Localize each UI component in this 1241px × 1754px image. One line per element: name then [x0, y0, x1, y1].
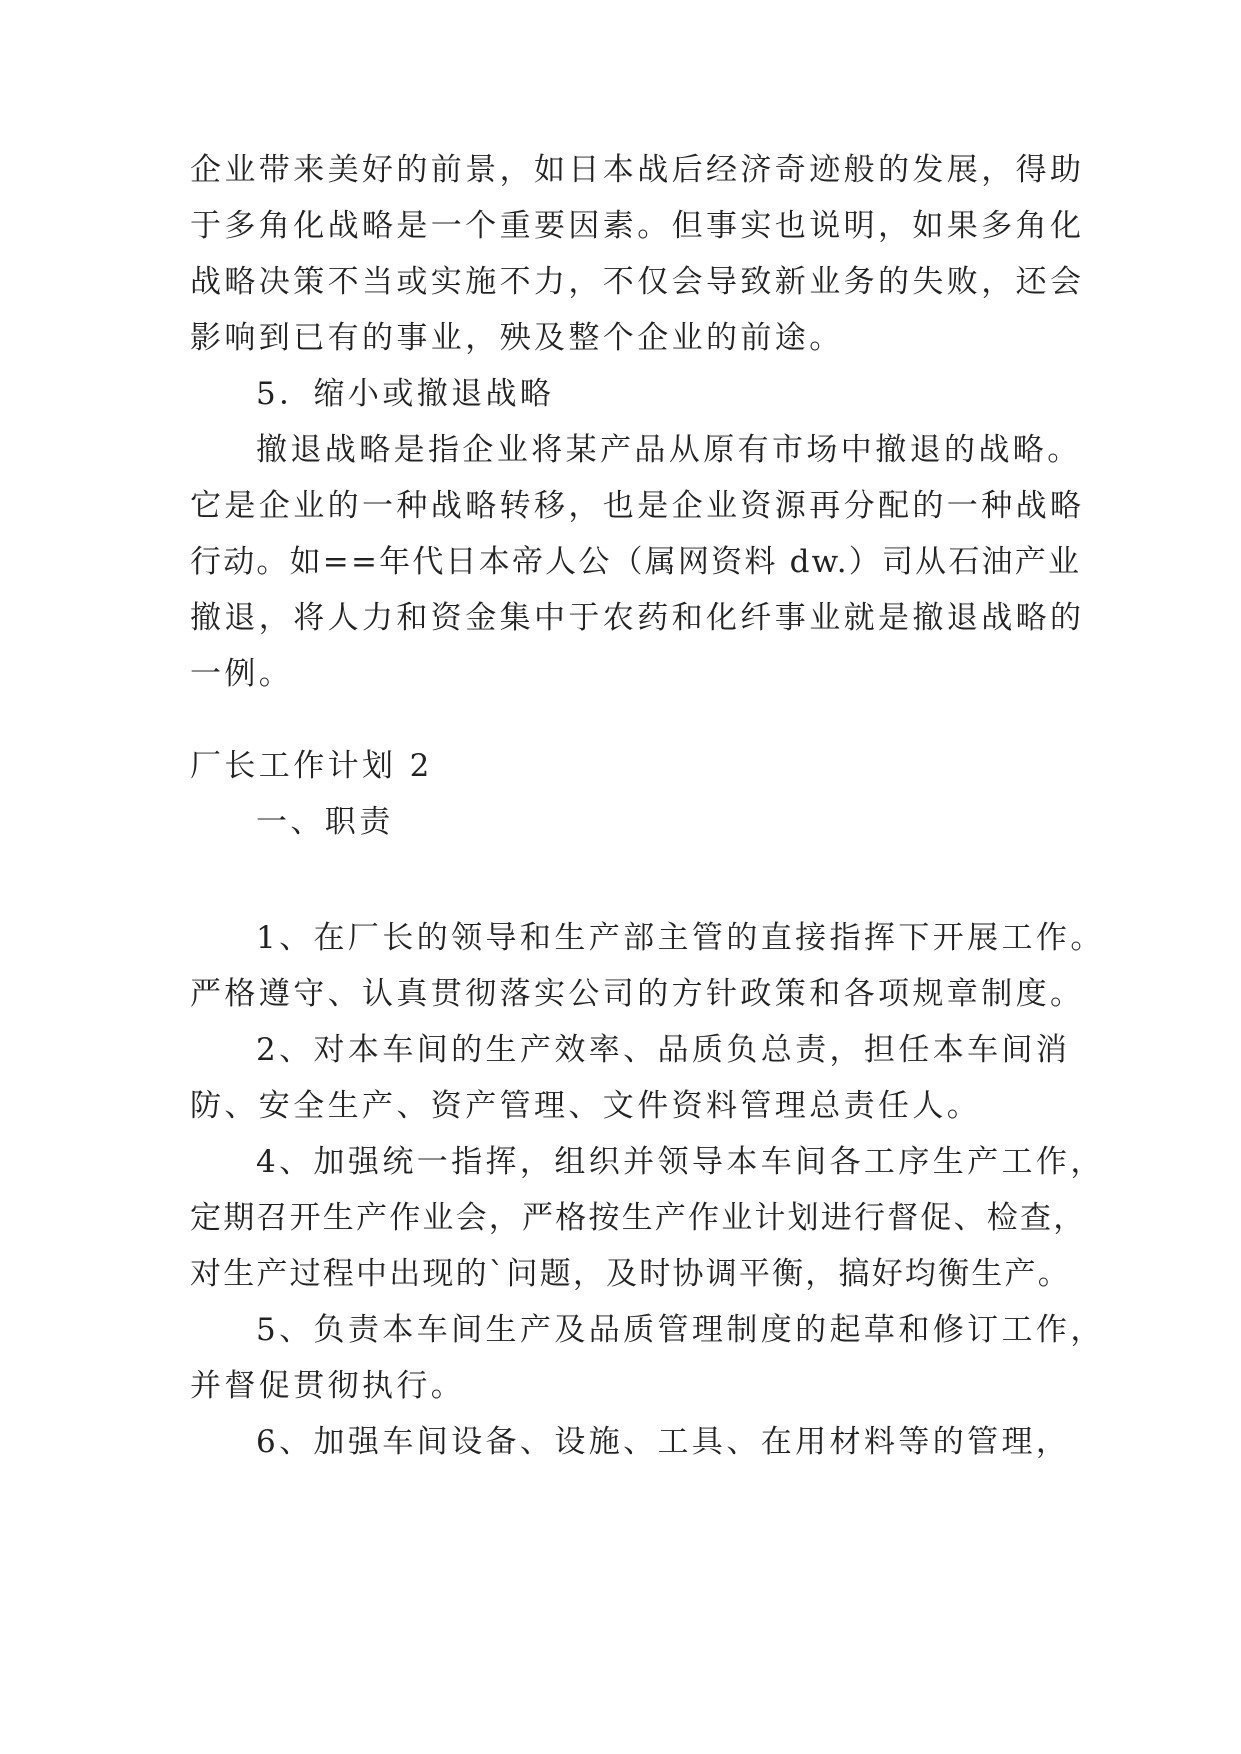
paragraph-line: 一例。 — [190, 656, 294, 692]
paragraph-line: 企业带来美好的前景，如日本战后经济奇迹般的发展，得助 — [190, 152, 1085, 188]
paragraph-line: 行动。如==年代日本帝人公（属网资料 dw.）司从石油产业 — [190, 544, 1082, 580]
document-title: 厂长工作计划 2 — [190, 748, 433, 784]
paragraph-line: 战略决策不当或实施不力，不仅会导致新业务的失败，还会 — [190, 264, 1085, 300]
paragraph-line: 影响到已有的事业，殃及整个企业的前途。 — [190, 320, 844, 356]
list-item-line: 4、加强统一指挥，组织并领导本车间各工序生产工作， — [256, 1144, 1105, 1180]
paragraph-line: 撤退战略是指企业将某产品从原有市场中撤退的战略。 — [256, 432, 1082, 468]
list-item-line: 1、在厂长的领导和生产部主管的直接指挥下开展工作。 — [256, 920, 1105, 956]
list-item-line: 2、对本车间的生产效率、品质负总责，担任本车间消 — [256, 1032, 1071, 1068]
list-item-line: 防、安全生产、资产管理、文件资料管理总责任人。 — [190, 1088, 982, 1124]
list-item-line: 并督促贯彻执行。 — [190, 1368, 466, 1404]
list-item-line: 定期召开生产作业会，严格按生产作业计划进行督促、检查， — [190, 1200, 1087, 1236]
list-item-line: 6、加强车间设备、设施、工具、在用材料等的管理， — [256, 1424, 1071, 1460]
paragraph-line: 于多角化战略是一个重要因素。但事实也说明，如果多角化 — [190, 208, 1085, 244]
list-item-line: 5、负责本车间生产及品质管理制度的起草和修订工作， — [256, 1312, 1105, 1348]
section-heading: 5．缩小或撤退战略 — [256, 376, 555, 412]
paragraph-line: 撤退，将人力和资金集中于农药和化纤事业就是撤退战略的 — [190, 600, 1085, 636]
list-item-line: 严格遵守、认真贯彻落实公司的方针政策和各项规章制度。 — [190, 976, 1085, 1012]
section-heading: 一、职责 — [256, 804, 394, 840]
list-item-line: 对生产过程中出现的`问题，及时协调平衡，搞好均衡生产。 — [190, 1256, 1071, 1292]
paragraph-line: 它是企业的一种战略转移，也是企业资源再分配的一种战略 — [190, 488, 1085, 524]
